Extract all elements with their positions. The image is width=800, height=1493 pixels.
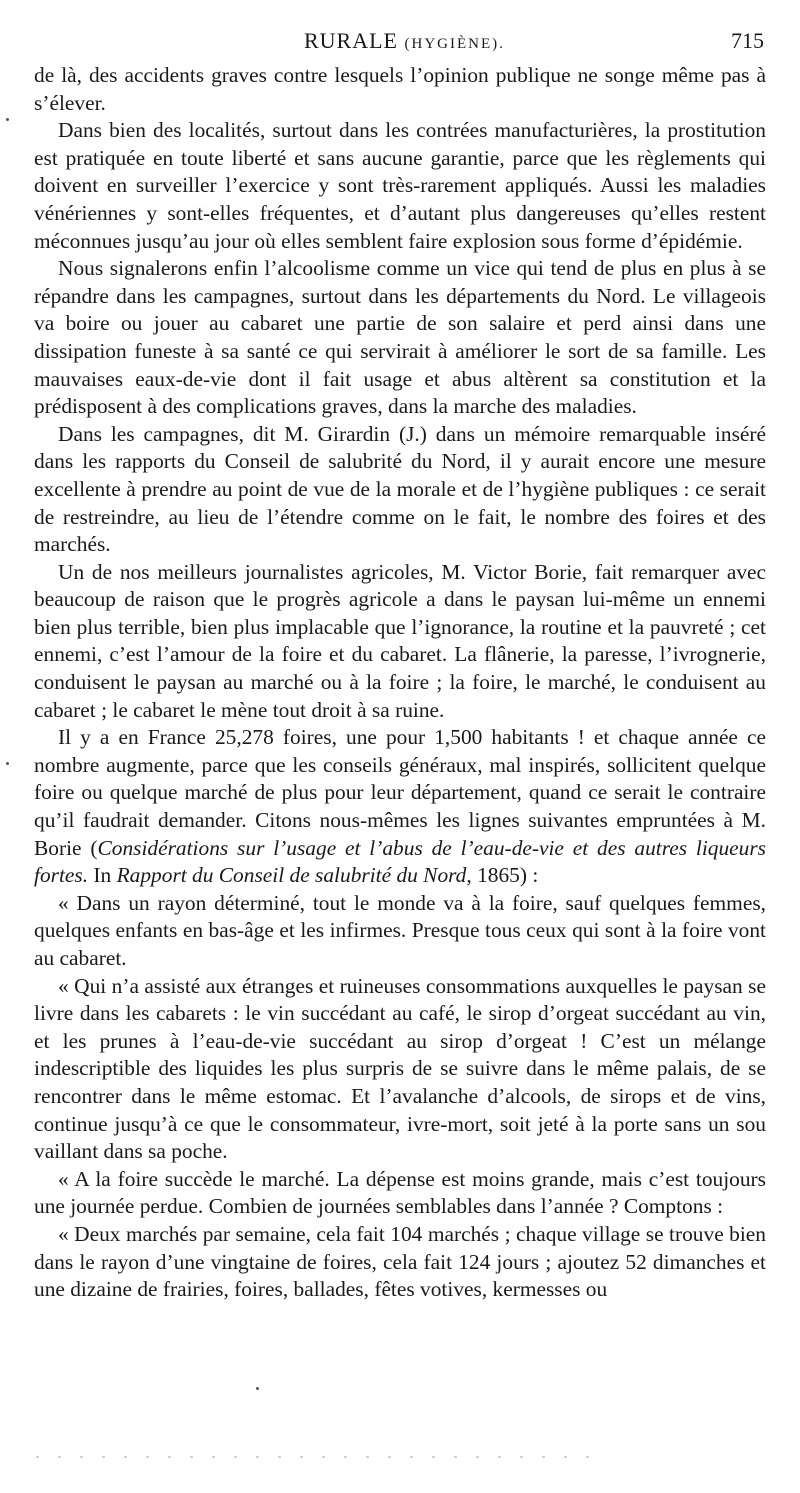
scan-speck <box>6 762 9 765</box>
paragraph-borie: Un de nos meilleurs journalistes agricoles, M. Victor Borie, fait remarquer avec beaucoup de raison que le progrès agricole a dans le paysan lui-même un ennemi bien plus terrible, bien plus implacable que l’ignorance, la routine et la pauvreté ; cet ennemi, c’est l’amour de la foire et du cabaret. La flânerie, la paresse, l’ivrognerie, conduisent le paysan au marché ou à la foire ; la foire, le marché, le conduisent au cabaret ; le cabaret le mène tout droit à sa ruine. <box>34 559 766 722</box>
scan-speck <box>6 118 9 121</box>
running-title-main: RURALE <box>304 28 398 53</box>
paragraph-continuation: de là, des accidents graves contre lesquels l’opinion publique ne songe même pas à s’élever. <box>34 63 766 115</box>
page-number: 715 <box>731 28 764 53</box>
quote-marche: « A la foire succède le marché. La dépense est moins grande, mais c’est toujours une journée perdue. Combien de journées semblables dans l’année ? Comptons : <box>34 1166 766 1219</box>
body-text <box>34 62 766 1304</box>
paragraph-girardin: Dans les campagnes, dit M. Girardin (J.) dans un mémoire remarquable inséré dans les rapports du Conseil de salubrité du Nord, il y aurait encore une mesure excellente à prendre au point de vue de la morale et de l’hygiène publiques : ce serait de restreindre, au lieu de l’étendre comme on le fait, le nombre des foires et des marchés. <box>34 421 766 557</box>
paragraph-prostitution: Dans bien des localités, surtout dans les contrées manufacturières, la prostitution est pratiquée en toute liberté et sans aucune garantie, parce que les règlements qui doivent en surveiller l’exercice y sont très-rarement appliqués. Aussi les maladies vénériennes y sont-elles fréquentes, et d’autant plus dangereuses qu’elles restent méconnues jusqu’au jour où elles semblent faire explosion sous forme d’épidémie. <box>34 118 766 253</box>
paragraph-foires-text-c: , 1865) : <box>466 863 539 888</box>
quote-consommations: « Qui n’a assisté aux étranges et ruineuses consommations auxquelles le paysan se livre dans les cabarets : le vin succédant au café, le sirop d’orgeat succédant au vin, et les prunes à l’eau-de-vie succédant au sirop d’orgeat ! C’est un mélange indescriptible des liquides les plus surpris de se suivre dans le même palais, de se rencontrer dans le même estomac. Et l’avalanche d’alcools, de sirops et de vins, continue jusqu’à ce que le consommateur, ivre-mort, soit jeté à la porte sans un sou vaillant dans sa poche. <box>34 973 766 1164</box>
scan-speck <box>256 1387 259 1390</box>
running-title <box>304 28 505 54</box>
citation-source: Rapport du Conseil de salubrité du Nord <box>116 863 467 888</box>
quote-rayon: « Dans un rayon déterminé, tout le monde va à la foire, sauf quelques femmes, quelques enfants en bas-âge et les infirmes. Presque tous ceux qui sont à la foire vont au cabaret. <box>34 890 766 970</box>
paragraph-alcoolisme: Nous signalerons enfin l’alcoolisme comme un vice qui tend de plus en plus à se répandre dans les campagnes, surtout dans les départements du Nord. Le villageois va boire ou jouer au cabaret une partie de son salaire et perd ainsi dans une dissipation funeste à sa santé ce qui servirait à améliorer le sort de sa famille. Les mauvaises eaux-de-vie dont il fait usage et abus altèrent sa constitution et la prédisposent à des complications graves, dans la marche des maladies. <box>34 256 766 419</box>
scan-bleed-through <box>36 1456 596 1458</box>
running-header <box>0 28 800 60</box>
paragraph-foires-text-b: In <box>88 863 117 888</box>
running-title-sub: (HYGIÈNE). <box>404 36 505 52</box>
quote-comptons: « Deux marchés par semaine, cela fait 104 marchés ; chaque village se trouve bien dans le rayon d’une vingtaine de foires, cela fait 124 jours ; ajoutez 52 dimanches et une dizaine de frairies, foires, ballades, fêtes votives, kermesses ou <box>34 1221 766 1302</box>
paragraph-foires-text-a: Il y a en France 25,278 foires, une pour 1,500 habitants ! et chaque année ce nombre augmente, parce que les conseils généraux, mal inspirés, sollicitent quelque foire ou quelque marché de plus pour leur département, quand ce serait le contraire qu’il faudrait demander. Citons nous-mêmes les lignes suivantes empruntées à M. Borie ( <box>34 725 766 860</box>
paragraph-foires <box>34 724 766 890</box>
citation-title: Considérations sur l’usage et l’abus de l’eau-de-vie et des autres liqueurs fortes. <box>34 835 766 888</box>
